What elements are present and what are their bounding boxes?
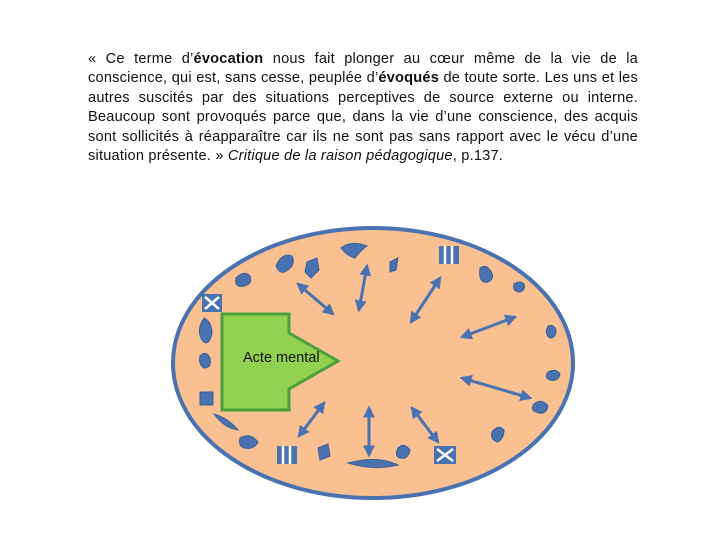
source-title: Critique de la raison pédagogique — [227, 148, 453, 165]
source-page: , p.137. — [452, 148, 504, 165]
term-evoques: évoqués — [378, 70, 440, 87]
evoque-shape — [546, 370, 560, 380]
quote-text-mid2: de toute sorte. Les uns et les autres suscités par des situations perceptives de source externe ou interne. Beaucoup sont provoqués parce que, dans la vie d’une conscience, des acquis sont sollicités à réapparaître car ils ne sont pas sans rapport avec le vécu d’une situation présente. » — [88, 70, 638, 165]
evoque-striped-square — [439, 246, 459, 264]
evoque-shape — [200, 353, 211, 368]
evoque-shape — [532, 401, 548, 413]
evoque-shape — [514, 282, 525, 292]
evoque-striped-square — [277, 446, 297, 464]
evoque-shape — [546, 326, 556, 339]
evoque-shape — [200, 392, 213, 405]
quote-text-open: « Ce terme d’ — [88, 51, 194, 67]
term-evocation: évocation — [193, 51, 264, 67]
acte-mental-label: Acte mental — [243, 350, 320, 366]
quote-text-mid1: nous fait plonger au cœur même de la vie de la conscience, qui est, sans cesse, peuplée d’ — [88, 51, 638, 87]
